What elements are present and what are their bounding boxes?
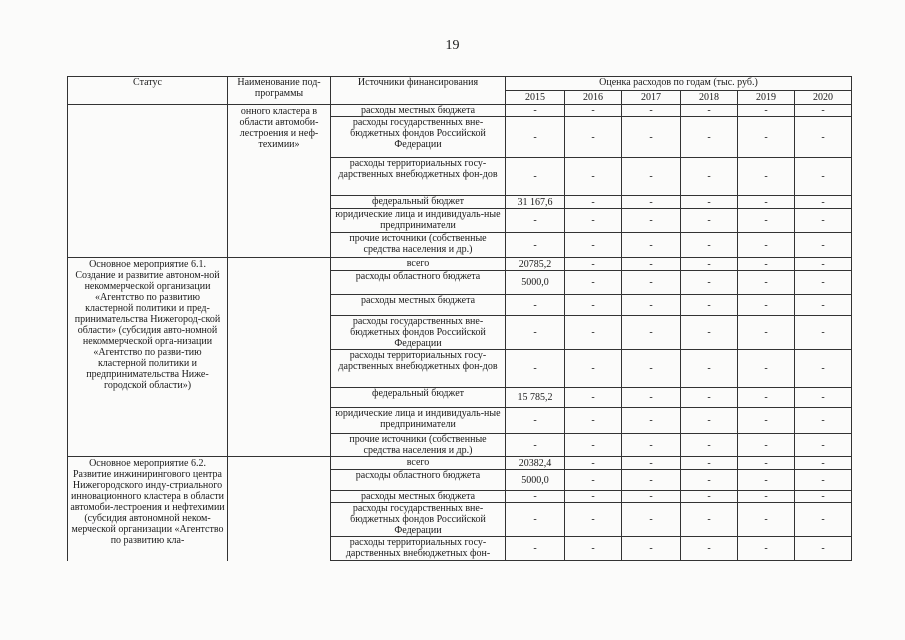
value-cell-2018: - <box>681 537 738 561</box>
value-cell-2019: - <box>738 105 795 117</box>
value-cell-2019: - <box>738 196 795 209</box>
value-cell-2015: - <box>506 350 565 388</box>
year-header: 2018 <box>681 91 738 105</box>
source-cell: расходы местных бюджета <box>331 491 506 503</box>
value-cell-2016: - <box>565 117 622 158</box>
value-cell-2017: - <box>622 470 681 491</box>
value-cell-2019: - <box>738 158 795 196</box>
value-cell-2017: - <box>622 434 681 457</box>
value-cell-2016: - <box>565 350 622 388</box>
value-cell-2015: - <box>506 434 565 457</box>
value-cell-2019: - <box>738 537 795 561</box>
value-cell-2017: - <box>622 196 681 209</box>
value-cell-2019: - <box>738 503 795 537</box>
value-cell-2015: - <box>506 295 565 316</box>
value-cell-2015: - <box>506 105 565 117</box>
source-cell: расходы государственных вне-бюджетных фондов Российской Федерации <box>331 117 506 158</box>
value-cell-2020: - <box>795 503 852 537</box>
year-header: 2015 <box>506 91 565 105</box>
value-cell-2019: - <box>738 434 795 457</box>
value-cell-2019: - <box>738 271 795 295</box>
source-cell: федеральный бюджет <box>331 196 506 209</box>
page-number: 19 <box>445 38 460 53</box>
value-cell-2020: - <box>795 316 852 350</box>
status-cell <box>68 105 228 258</box>
value-cell-2016: - <box>565 316 622 350</box>
value-cell-2020: - <box>795 350 852 388</box>
value-cell-2017: - <box>622 388 681 408</box>
value-cell-2019: - <box>738 209 795 233</box>
value-cell-2019: - <box>738 295 795 316</box>
value-cell-2018: - <box>681 209 738 233</box>
value-cell-2016: - <box>565 158 622 196</box>
year-header: 2017 <box>622 91 681 105</box>
value-cell-2020: - <box>795 388 852 408</box>
source-cell: прочие источники (собственные средства населения и др.) <box>331 233 506 258</box>
value-cell-2015: - <box>506 209 565 233</box>
source-cell: расходы областного бюджета <box>331 470 506 491</box>
value-cell-2017: - <box>622 503 681 537</box>
value-cell-2020: - <box>795 537 852 561</box>
table-row <box>68 258 852 271</box>
value-cell-2018: - <box>681 503 738 537</box>
source-cell: прочие источники (собственные средства населения и др.) <box>331 434 506 457</box>
value-cell-2016: - <box>565 388 622 408</box>
value-cell-2015: - <box>506 491 565 503</box>
year-header: 2019 <box>738 91 795 105</box>
value-cell-2018: - <box>681 470 738 491</box>
value-cell-2019: - <box>738 408 795 434</box>
value-cell-2015: - <box>506 408 565 434</box>
value-cell-2016: - <box>565 295 622 316</box>
value-cell-2015: - <box>506 233 565 258</box>
value-cell-2020: - <box>795 491 852 503</box>
value-cell-2018: - <box>681 408 738 434</box>
value-cell-2015: - <box>506 503 565 537</box>
value-cell-2017: - <box>622 271 681 295</box>
value-cell-2019: - <box>738 233 795 258</box>
value-cell-2020: - <box>795 105 852 117</box>
value-cell-2019: - <box>738 491 795 503</box>
source-cell: всего <box>331 258 506 271</box>
source-cell: расходы государственных вне-бюджетных фондов Российской Федерации <box>331 316 506 350</box>
value-cell-2020: - <box>795 408 852 434</box>
header-subprogram: Наименование под-программы <box>228 77 331 105</box>
value-cell-2016: - <box>565 258 622 271</box>
value-cell-2018: - <box>681 258 738 271</box>
value-cell-2016: - <box>565 233 622 258</box>
value-cell-2016: - <box>565 537 622 561</box>
value-cell-2019: - <box>738 388 795 408</box>
value-cell-2015: 31 167,6 <box>506 196 565 209</box>
value-cell-2018: - <box>681 388 738 408</box>
source-cell: расходы территориальных госу-дарственных внебюджетных фон- <box>331 537 506 561</box>
value-cell-2015: 20382,4 <box>506 457 565 470</box>
value-cell-2017: - <box>622 350 681 388</box>
source-cell: расходы местных бюджета <box>331 105 506 117</box>
value-cell-2020: - <box>795 196 852 209</box>
source-cell: юридические лица и индивидуаль-ные предприниматели <box>331 408 506 434</box>
value-cell-2015: 15 785,2 <box>506 388 565 408</box>
subprogram-cell <box>228 258 331 457</box>
source-cell: расходы территориальных госу-дарственных внебюджетных фон-дов <box>331 158 506 196</box>
value-cell-2017: - <box>622 491 681 503</box>
value-cell-2016: - <box>565 491 622 503</box>
source-cell: расходы территориальных госу-дарственных внебюджетных фон-дов <box>331 350 506 388</box>
value-cell-2017: - <box>622 233 681 258</box>
value-cell-2018: - <box>681 233 738 258</box>
table-row <box>68 457 852 470</box>
value-cell-2015: - <box>506 158 565 196</box>
value-cell-2015: 5000,0 <box>506 271 565 295</box>
status-cell: Основное мероприятие 6.1. Создание и развитие автоном-ной некоммерческой организации «Агентство по развитию кластерной политики и пред-принимательства Нижегород-ской области» (субсидия авто-номной некоммерческой орга-низации «Агентство по разви-тию кластерной политики и предпринимательства Ниже-городской области») <box>68 258 228 457</box>
value-cell-2018: - <box>681 491 738 503</box>
source-cell: всего <box>331 457 506 470</box>
value-cell-2019: - <box>738 470 795 491</box>
status-cell: Основное мероприятие 6.2. Развитие инжинирингового центра Нижегородского инду-стриального инновационного кластера в области автомоби-лестроения и нефтехимии (субсидия автономной неком-мерческой организации «Агентство по развитию кла- <box>68 457 228 561</box>
year-header: 2020 <box>795 91 852 105</box>
value-cell-2018: - <box>681 271 738 295</box>
value-cell-2017: - <box>622 258 681 271</box>
header-estimate: Оценка расходов по годам (тыс. руб.) <box>506 77 852 91</box>
value-cell-2016: - <box>565 209 622 233</box>
table-row <box>68 105 852 117</box>
subprogram-cell: онного кластера в области автомоби-лестроения и неф-техимии» <box>228 105 331 258</box>
table-body <box>68 105 852 561</box>
value-cell-2020: - <box>795 233 852 258</box>
value-cell-2017: - <box>622 537 681 561</box>
value-cell-2017: - <box>622 158 681 196</box>
source-cell: расходы государственных вне-бюджетных фондов Российской Федерации <box>331 503 506 537</box>
value-cell-2019: - <box>738 117 795 158</box>
value-cell-2020: - <box>795 271 852 295</box>
value-cell-2015: - <box>506 537 565 561</box>
value-cell-2015: 20785,2 <box>506 258 565 271</box>
value-cell-2016: - <box>565 105 622 117</box>
value-cell-2018: - <box>681 457 738 470</box>
value-cell-2020: - <box>795 470 852 491</box>
value-cell-2016: - <box>565 408 622 434</box>
value-cell-2018: - <box>681 117 738 158</box>
value-cell-2018: - <box>681 196 738 209</box>
value-cell-2018: - <box>681 105 738 117</box>
budget-table <box>67 76 852 561</box>
source-cell: расходы областного бюджета <box>331 271 506 295</box>
value-cell-2018: - <box>681 350 738 388</box>
value-cell-2017: - <box>622 117 681 158</box>
value-cell-2020: - <box>795 209 852 233</box>
value-cell-2017: - <box>622 316 681 350</box>
value-cell-2017: - <box>622 105 681 117</box>
value-cell-2017: - <box>622 295 681 316</box>
value-cell-2020: - <box>795 158 852 196</box>
subprogram-cell <box>228 457 331 561</box>
value-cell-2016: - <box>565 434 622 457</box>
value-cell-2018: - <box>681 295 738 316</box>
value-cell-2020: - <box>795 457 852 470</box>
source-cell: расходы местных бюджета <box>331 295 506 316</box>
header-sources: Источники финансирования <box>331 77 506 105</box>
value-cell-2020: - <box>795 295 852 316</box>
value-cell-2015: - <box>506 117 565 158</box>
value-cell-2020: - <box>795 434 852 457</box>
value-cell-2020: - <box>795 117 852 158</box>
value-cell-2017: - <box>622 408 681 434</box>
value-cell-2018: - <box>681 316 738 350</box>
source-cell: федеральный бюджет <box>331 388 506 408</box>
value-cell-2016: - <box>565 470 622 491</box>
value-cell-2016: - <box>565 271 622 295</box>
value-cell-2016: - <box>565 457 622 470</box>
header-status: Статус <box>68 77 228 105</box>
value-cell-2016: - <box>565 196 622 209</box>
value-cell-2019: - <box>738 258 795 271</box>
value-cell-2016: - <box>565 503 622 537</box>
value-cell-2019: - <box>738 316 795 350</box>
value-cell-2019: - <box>738 457 795 470</box>
value-cell-2015: - <box>506 316 565 350</box>
value-cell-2018: - <box>681 434 738 457</box>
value-cell-2018: - <box>681 158 738 196</box>
value-cell-2020: - <box>795 258 852 271</box>
source-cell: юридические лица и индивидуаль-ные предприниматели <box>331 209 506 233</box>
year-header: 2016 <box>565 91 622 105</box>
value-cell-2017: - <box>622 209 681 233</box>
value-cell-2015: 5000,0 <box>506 470 565 491</box>
value-cell-2017: - <box>622 457 681 470</box>
value-cell-2019: - <box>738 350 795 388</box>
